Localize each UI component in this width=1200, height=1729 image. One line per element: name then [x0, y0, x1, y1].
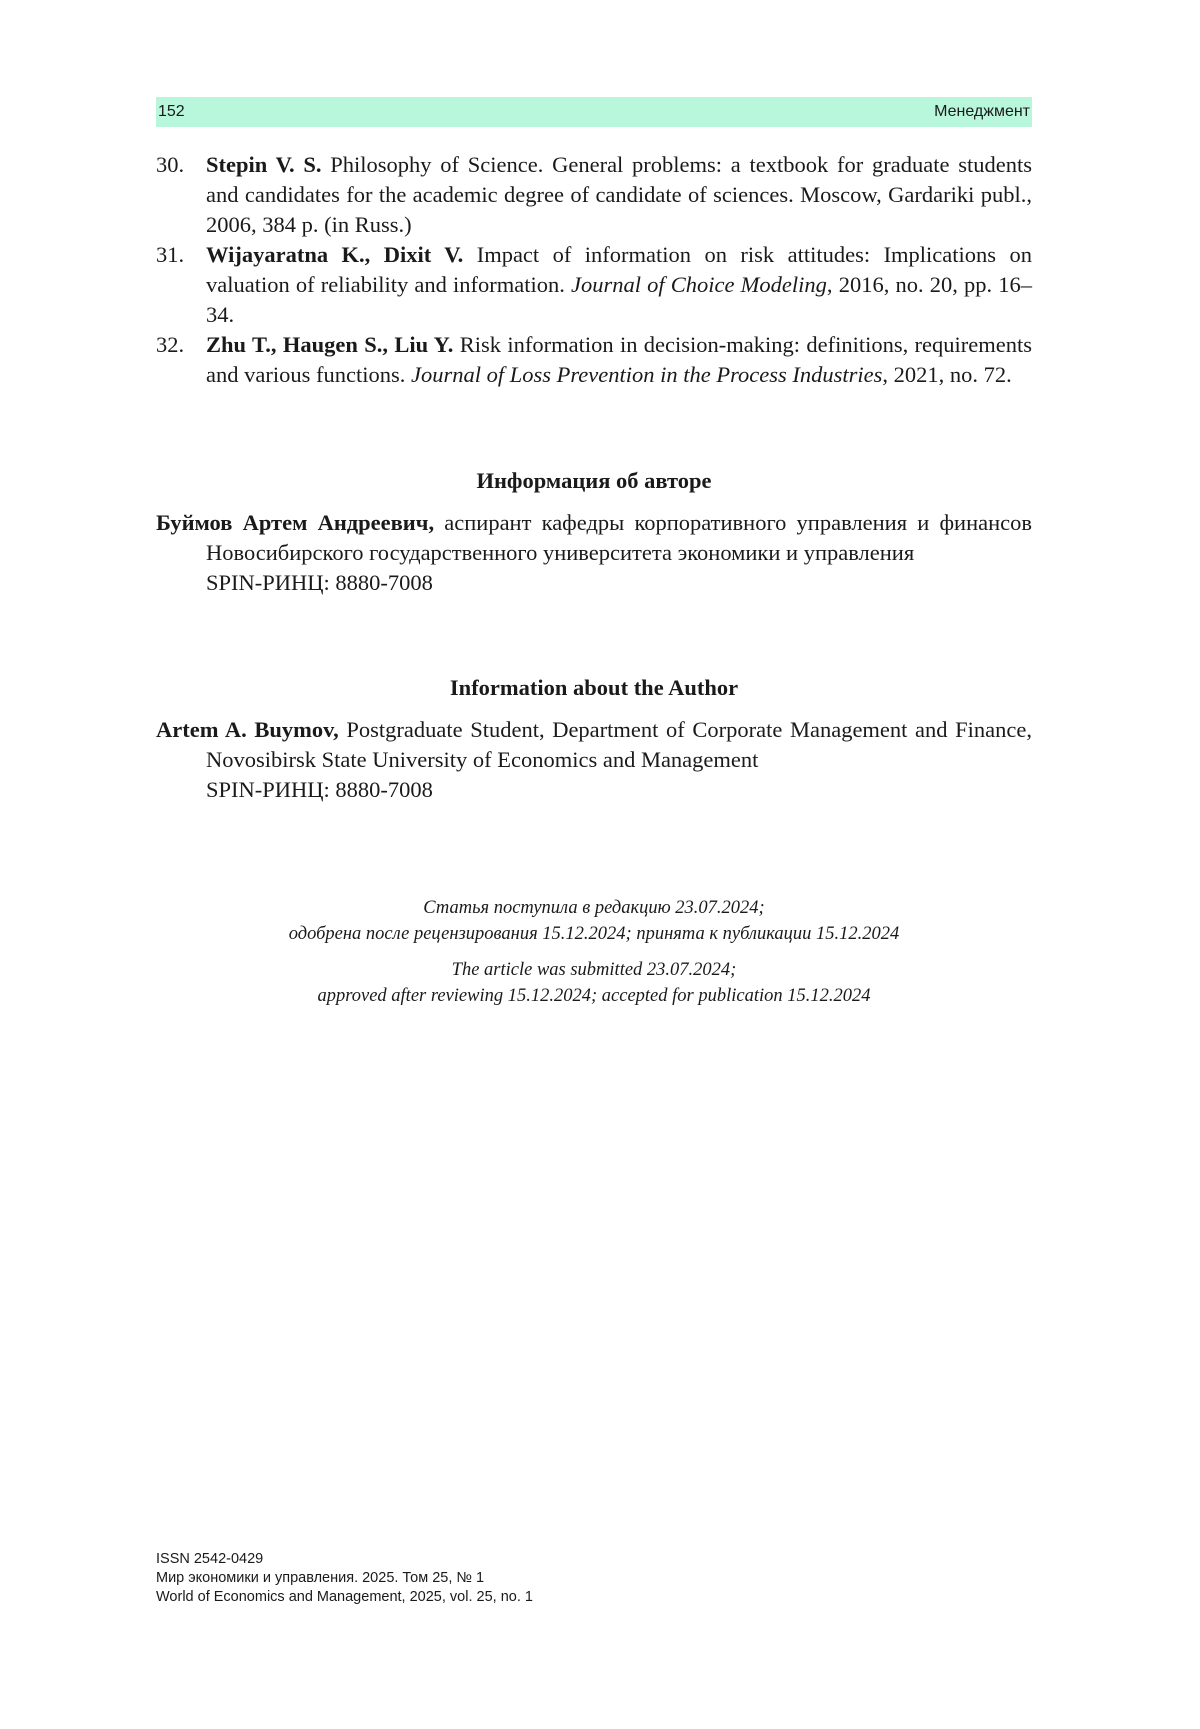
footer-journal-en: World of Economics and Management, 2025, vol. 25, no. 1	[156, 1589, 533, 1605]
article-dates	[156, 895, 1032, 1009]
footer-journal-ru: Мир экономики и управления. 2025. Том 25, № 1	[156, 1570, 485, 1586]
author-ru-description	[156, 508, 1032, 568]
running-header	[156, 97, 1032, 127]
author-info-en	[156, 673, 1032, 805]
reference-item	[156, 240, 1032, 330]
author-en-description	[156, 715, 1032, 775]
reference-text: Impact of information on risk attitudes: Implications on valuation of reliability and information.	[206, 242, 1032, 297]
reference-journal: Journal of Choice Modeling	[571, 272, 827, 297]
reference-number: 31.	[156, 242, 185, 267]
dates-ru-line1: Статья поступила в редакцию 23.07.2024;	[423, 898, 765, 918]
reference-list	[156, 150, 1032, 390]
reference-authors: Wijayaratna K., Dixit V.	[206, 242, 464, 267]
reference-number: 30.	[156, 152, 185, 177]
author-ru-spin: SPIN-РИНЦ: 8880-7008	[206, 570, 433, 595]
reference-number: 32.	[156, 332, 185, 357]
reference-text: Risk information in decision-making: definitions, requirements and various functions.	[206, 332, 1032, 387]
author-info-en-title: Information about the Author	[449, 675, 739, 700]
section-title: Менеджмент	[934, 103, 1030, 120]
dates-en-line1: The article was submitted 23.07.2024;	[451, 960, 737, 980]
reference-details: , 2016, no. 20, pp. 16–34.	[206, 272, 1033, 327]
page-footer	[156, 1550, 533, 1607]
reference-journal: Journal of Loss Prevention in the Process Industries	[410, 362, 883, 387]
reference-details: , 2021, no. 72.	[882, 362, 1012, 387]
author-en-spin: SPIN-РИНЦ: 8880-7008	[206, 777, 433, 802]
author-en-name: Artem A. Buymov,	[156, 717, 339, 742]
page-number: 152	[158, 103, 185, 120]
reference-item	[156, 330, 1032, 390]
reference-item	[156, 150, 1032, 240]
author-ru-name: Буймов Артем Андреевич,	[156, 510, 435, 535]
reference-authors: Stepin V. S.	[206, 152, 322, 177]
author-ru-affiliation: аспирант кафедры корпоративного управления и финансов Новосибирского государственного университета экономики и управления	[206, 510, 1032, 565]
reference-text: Philosophy of Science. General problems: a textbook for graduate students and candidates for the academic degree of candidate of sciences. Moscow, Gardariki publ., 2006, 384 p. (in Russ.)	[206, 152, 1032, 237]
dates-ru-line2: одобрена после рецензирования 15.12.2024; принята к публикации 15.12.2024	[288, 924, 900, 944]
reference-authors: Zhu T., Haugen S., Liu Y.	[206, 332, 454, 357]
author-info-ru-title: Информация об авторе	[476, 468, 712, 493]
footer-issn: ISSN 2542-0429	[156, 1551, 264, 1567]
dates-en-line2: approved after reviewing 15.12.2024; accepted for publication 15.12.2024	[317, 986, 871, 1006]
author-info-ru	[156, 466, 1032, 598]
author-en-affiliation: Postgraduate Student, Department of Corporate Management and Finance, Novosibirsk State University of Economics and Management	[206, 717, 1032, 772]
